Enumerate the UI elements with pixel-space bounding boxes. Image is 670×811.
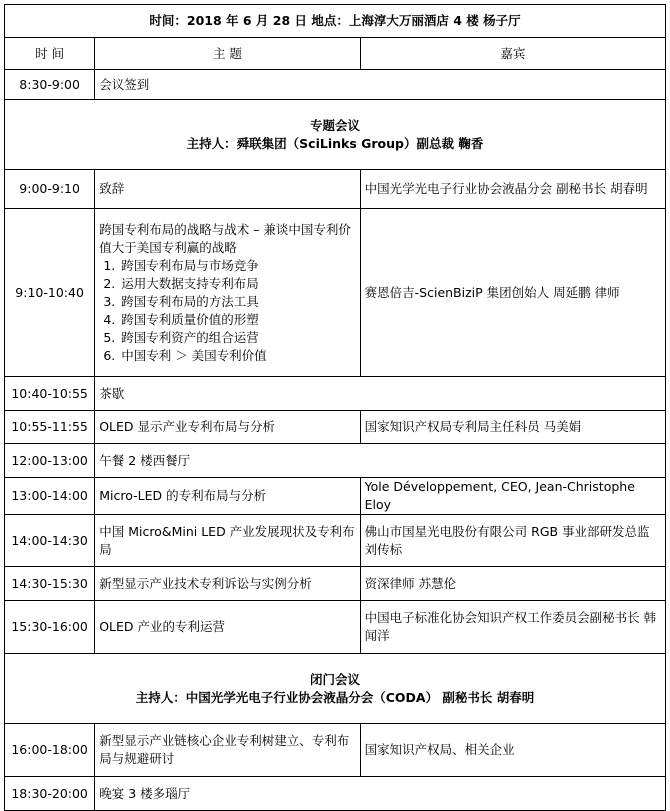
session-header-row — [5, 100, 666, 170]
row-speaker: 国家知识产权局专利局主任科员 马美娟 — [360, 411, 665, 444]
row-speaker: 佛山市国星光电股份有限公司 RGB 事业部研发总监 刘传标 — [360, 515, 665, 567]
list-item: 6. 中国专利 ＞ 美国专利价值 — [119, 347, 355, 365]
row-topic: OLED 产业的专利运营 — [95, 601, 360, 654]
list-item: 2. 运用大数据支持专利布局 — [119, 275, 355, 293]
row-time: 10:40-10:55 — [5, 377, 95, 411]
row-topic: 晚宴 3 楼多瑙厅 — [95, 777, 666, 811]
row-time: 18:30-20:00 — [5, 777, 95, 811]
column-speaker: 嘉宾 — [360, 38, 665, 70]
row-topic: Micro-LED 的专利布局与分析 — [95, 478, 360, 515]
list-item: 3. 跨国专利布局的方法工具 — [119, 293, 355, 311]
row-time: 12:00-13:00 — [5, 444, 95, 478]
row-topic: 新型显示产业技术专利诉讼与实例分析 — [95, 567, 360, 601]
row-time: 9:00-9:10 — [5, 170, 95, 209]
row-time: 15:30-16:00 — [5, 601, 95, 654]
table-row — [5, 170, 666, 209]
list-item: 1. 跨国专利布局与市场竞争 — [119, 257, 355, 275]
session-header — [5, 654, 666, 724]
session-title: 闭门会议 — [309, 671, 360, 687]
row-topic: 中国 Micro&Mini LED 产业发展现状及专利布局 — [95, 515, 360, 567]
row-topic: 致辞 — [95, 170, 360, 209]
agenda-table — [4, 4, 666, 811]
table-row — [5, 70, 666, 100]
row-topic: 跨国专利布局的战略与战术 – 兼谈中国专利价值大于美国专利赢的战略 — [99, 221, 351, 255]
row-speaker: Yole Développement, CEO, Jean-Christophe Eloy — [360, 478, 665, 515]
session-header-row — [5, 654, 666, 724]
session-header — [5, 100, 666, 170]
row-speaker: 中国光学光电子行业协会液晶分会 副秘书长 胡春明 — [360, 170, 665, 209]
list-item: 5. 跨国专利资产的组合运营 — [119, 329, 355, 347]
session-host: 主持人：舜联集团（SciLinks Group）副总裁 鞠香 — [186, 135, 484, 151]
table-row — [5, 478, 666, 515]
row-topic: 茶歇 — [95, 377, 666, 411]
column-topic: 主 题 — [95, 38, 360, 70]
row-time: 16:00-18:00 — [5, 724, 95, 777]
subtopic-list — [99, 257, 355, 365]
row-time: 14:00-14:30 — [5, 515, 95, 567]
row-time: 10:55-11:55 — [5, 411, 95, 444]
table-row — [5, 567, 666, 601]
row-time: 8:30-9:00 — [5, 70, 95, 100]
row-topic: 会议签到 — [95, 70, 666, 100]
row-speaker: 国家知识产权局、相关企业 — [360, 724, 665, 777]
table-row — [5, 411, 666, 444]
table-row — [5, 724, 666, 777]
row-time: 14:30-15:30 — [5, 567, 95, 601]
row-time: 13:00-14:00 — [5, 478, 95, 515]
header-row — [5, 5, 666, 38]
table-row — [5, 444, 666, 478]
row-topic: 午餐 2 楼西餐厅 — [95, 444, 666, 478]
session-title: 专题会议 — [309, 117, 360, 133]
row-speaker: 赛恩倍吉-ScienBiziP 集团创始人 周延鹏 律师 — [360, 209, 665, 377]
column-header-row — [5, 38, 666, 70]
row-topic: OLED 显示产业专利布局与分析 — [95, 411, 360, 444]
table-row — [5, 601, 666, 654]
list-item: 4. 跨国专利质量价值的形塑 — [119, 311, 355, 329]
row-speaker: 中国电子标准化协会知识产权工作委员会副秘书长 韩闻洋 — [360, 601, 665, 654]
row-time: 9:10-10:40 — [5, 209, 95, 377]
row-topic-block — [95, 209, 360, 377]
table-row — [5, 515, 666, 567]
row-topic: 新型显示产业链核心企业专利树建立、专利布局与规避研讨 — [95, 724, 360, 777]
column-time: 时 间 — [5, 38, 95, 70]
row-speaker: 资深律师 苏慧伦 — [360, 567, 665, 601]
table-row — [5, 777, 666, 811]
event-info: 时间：2018 年 6 月 28 日 地点：上海淳大万丽酒店 4 楼 杨子厅 — [5, 5, 666, 38]
table-row — [5, 377, 666, 411]
table-row — [5, 209, 666, 377]
session-host: 主持人：中国光学光电子行业协会液晶分会（CODA） 副秘书长 胡春明 — [135, 689, 535, 705]
